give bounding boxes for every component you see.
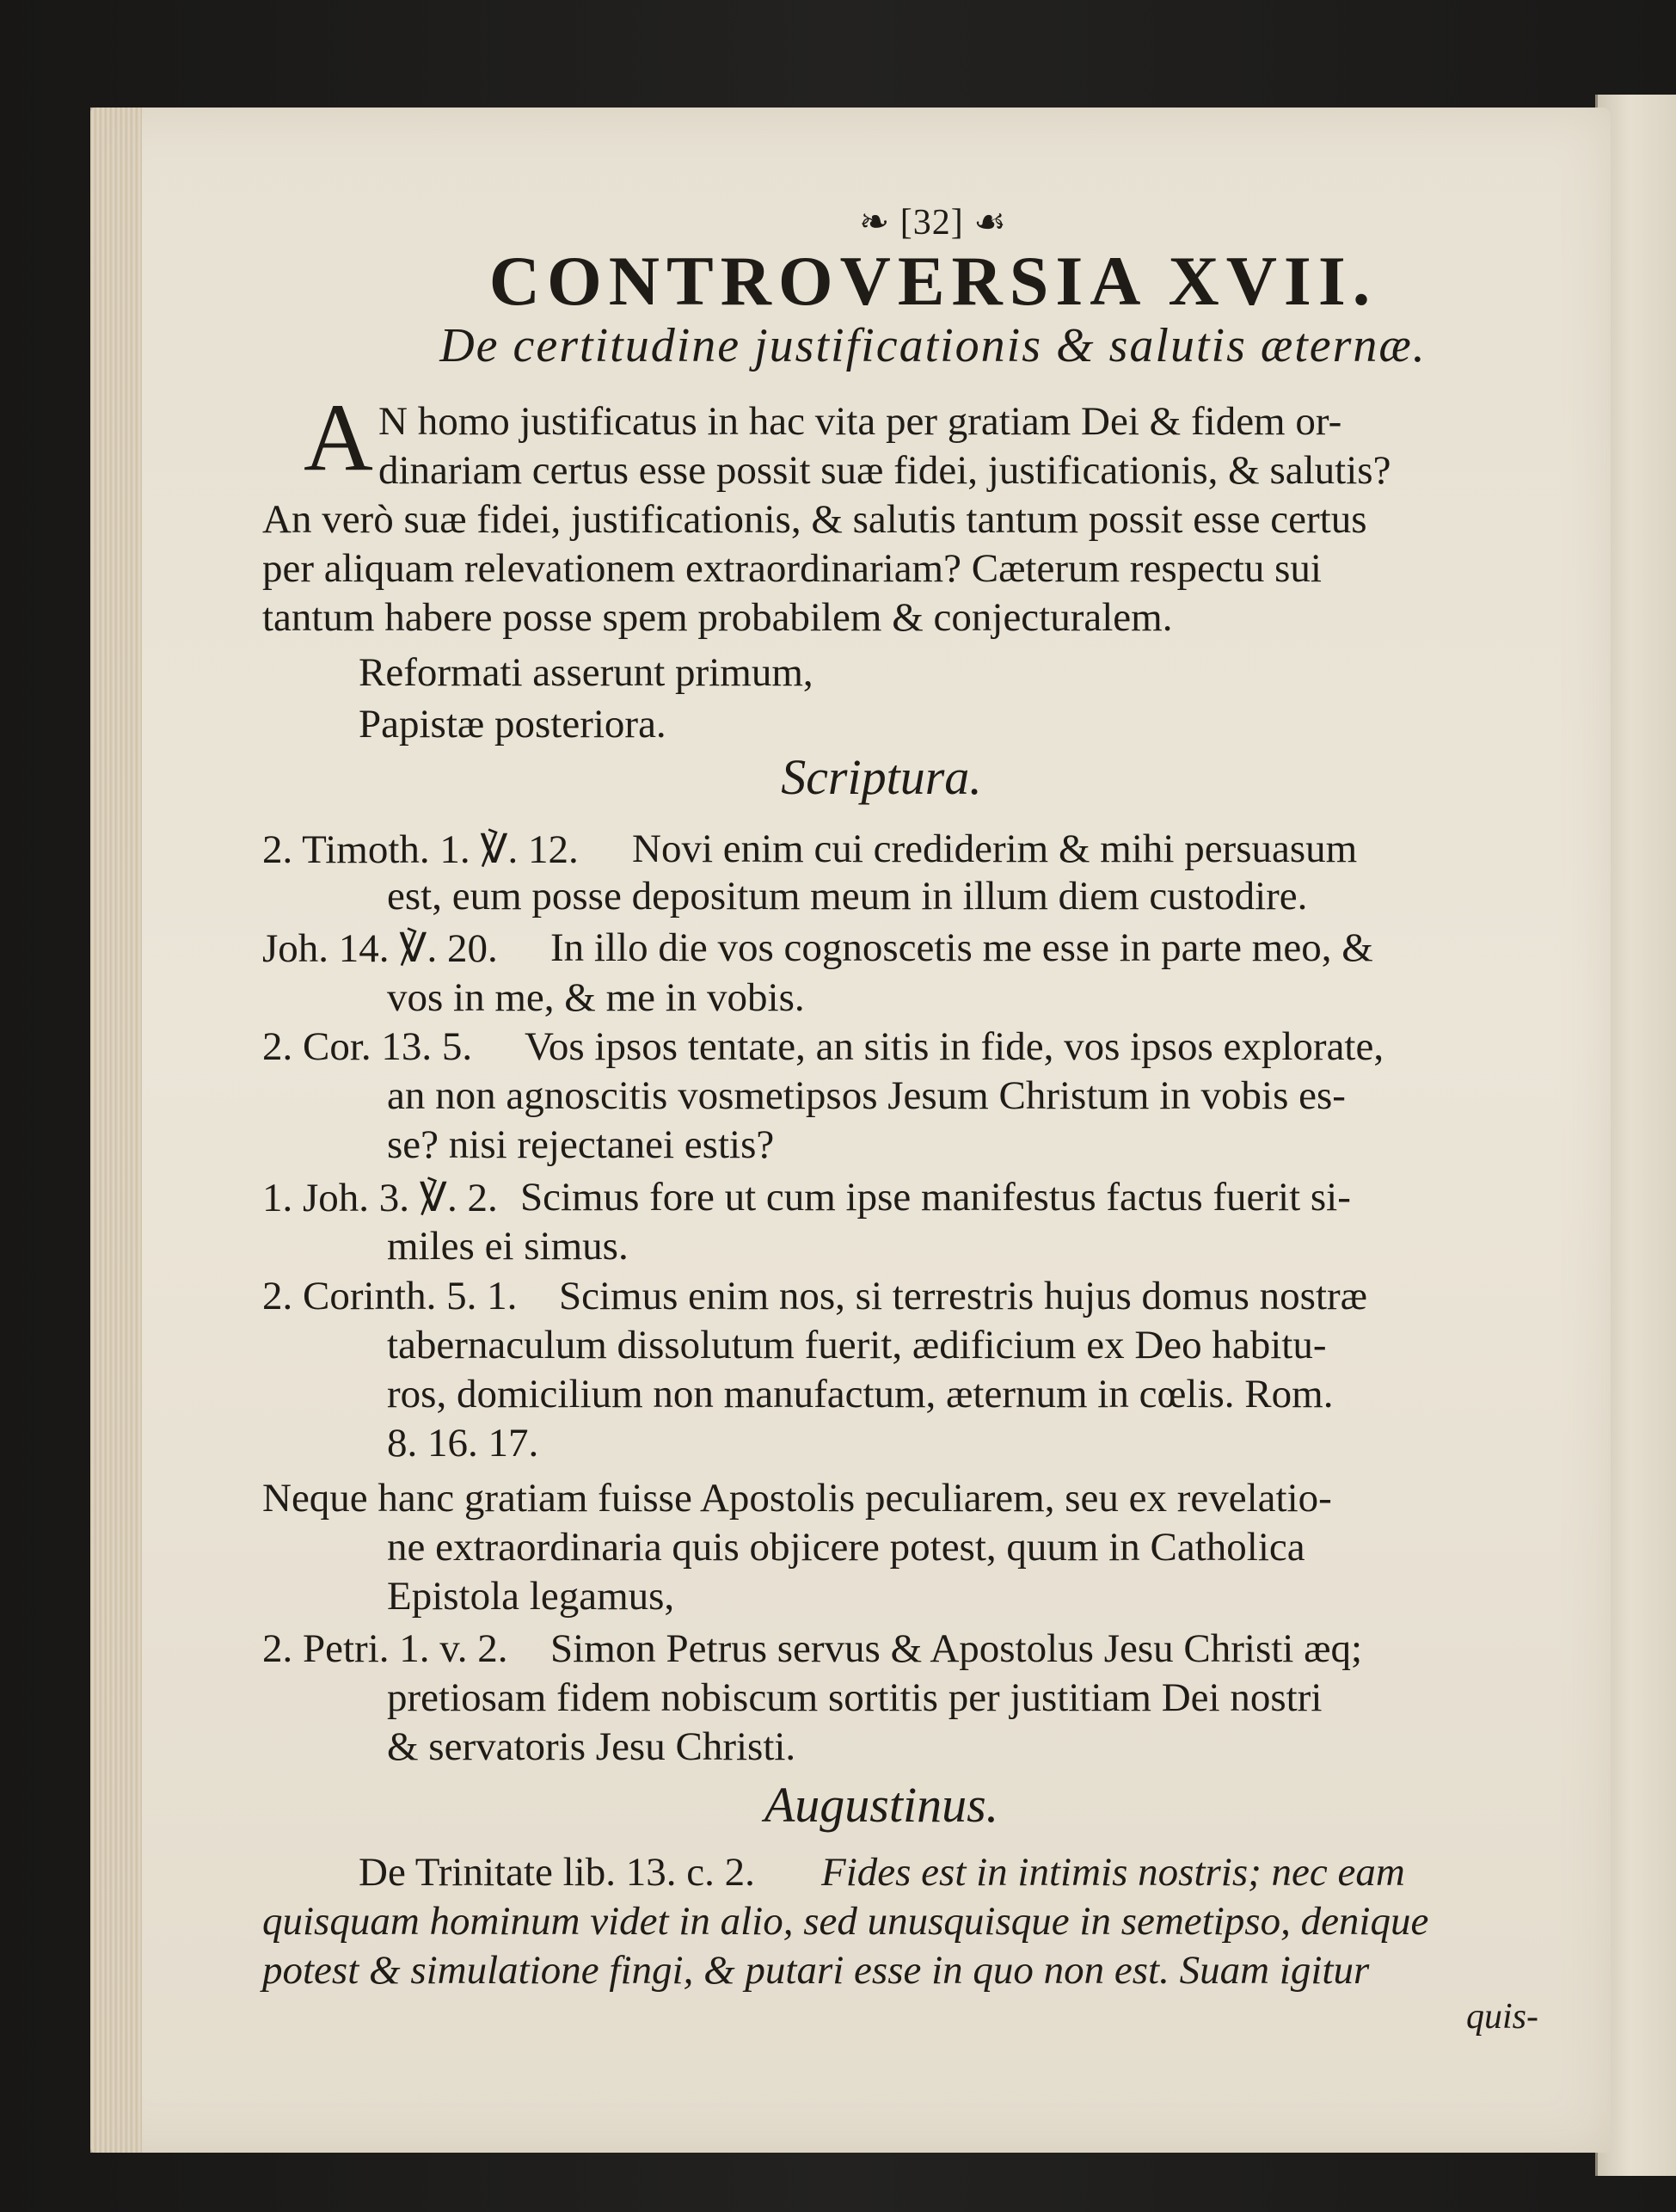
intro-line: per aliquam relevationem extraordinariam? Cæterum respectu sui [262,546,1322,591]
augustinus-heading: Augustinus. [764,1777,999,1833]
citation-ref: 2. Corinth. 5. 1. [262,1274,518,1318]
scriptura-heading: Scriptura. [781,749,982,805]
page-gutter [90,108,142,2153]
citation-line: Scimus enim nos, si terrestris hujus domus nostræ [559,1274,1367,1318]
citation-line: Simon Petrus servus & Apostolus Jesu Christi æq; [550,1626,1363,1671]
position-reformati: Reformati asserunt primum, [359,650,813,695]
ornament-left-icon: ❧ [859,203,900,243]
augustinus-quote: potest & simulatione fingi, & putari esse in quo non est. Suam igitur [262,1948,1370,1993]
neque-line: Epistola legamus, [387,1574,675,1619]
citation-ref: 2. Cor. 13. 5. [262,1024,473,1069]
catchword: quis- [1466,1997,1538,2037]
citation-line: se? nisi rejectanei estis? [387,1122,775,1167]
citation-line: tabernaculum dissolutum fuerit, ædificium ex Deo habitu- [387,1323,1327,1367]
citation-line: vos in me, & me in vobis. [387,975,805,1020]
citation-line: Vos ipsos tentate, an sitis in fide, vos ipsos explorate, [525,1024,1384,1069]
citation-line: 8. 16. 17. [387,1421,539,1465]
neque-line: ne extraordinaria quis objicere potest, quum in Catholica [387,1525,1305,1570]
intro-line: tantum habere posse spem probabilem & conjecturalem. [262,595,1173,640]
page-number: ❧ [32] ☙ [859,203,1007,243]
ornament-right-icon: ☙ [963,203,1007,243]
citation-line: ros, domicilium non manufactum, æternum in cœlis. Rom. [387,1372,1334,1416]
position-papistae: Papistæ posteriora. [359,702,666,747]
citation-ref: 2. Petri. 1. v. 2. [262,1626,508,1671]
intro-line: N homo justificatus in hac vita per gratiam Dei & fidem or- [378,399,1342,444]
neque-line: Neque hanc gratiam fuisse Apostolis peculiarem, seu ex revelatio- [262,1476,1332,1521]
citation-line: Scimus fore ut cum ipse manifestus factus fuerit si- [520,1175,1351,1220]
augustinus-ref: De Trinitate lib. 13. c. 2. [359,1850,755,1895]
citation-line: pretiosam fidem nobiscum sortitis per justitiam Dei nostri [387,1675,1323,1720]
citation-ref: 2. Timoth. 1. ℣. 12. [262,827,579,872]
augustinus-quote: quisquam hominum videt in alio, sed unusquisque in semetipso, denique [262,1899,1429,1944]
citation-ref: 1. Joh. 3. ℣. 2. [262,1176,498,1220]
citation-line: an non agnoscitis vosmetipsos Jesum Christum in vobis es- [387,1073,1346,1118]
citation-line: est, eum posse depositum meum in illum diem custodire. [387,874,1308,919]
book-page [90,108,1611,2153]
citation-line: miles ei simus. [387,1224,629,1269]
page-title: CONTROVERSIA XVII. [488,242,1378,320]
citation-line: & servatoris Jesu Christi. [387,1724,796,1769]
drop-cap: A [304,384,373,491]
page-subtitle: De certitudine justificationis & salutis æternæ. [439,319,1427,372]
intro-line: dinariam certus esse possit suæ fidei, justificationis, & salutis? [378,448,1391,493]
augustinus-quote: Fides est in intimis nostris; nec eam [821,1850,1405,1895]
citation-line: Novi enim cui crediderim & mihi persuasum [632,826,1358,871]
intro-line: An verò suæ fidei, justificationis, & salutis tantum possit esse certus [262,497,1367,542]
citation-line: In illo die vos cognoscetis me esse in parte meo, & [550,925,1373,970]
citation-ref: Joh. 14. ℣. 20. [262,926,498,971]
